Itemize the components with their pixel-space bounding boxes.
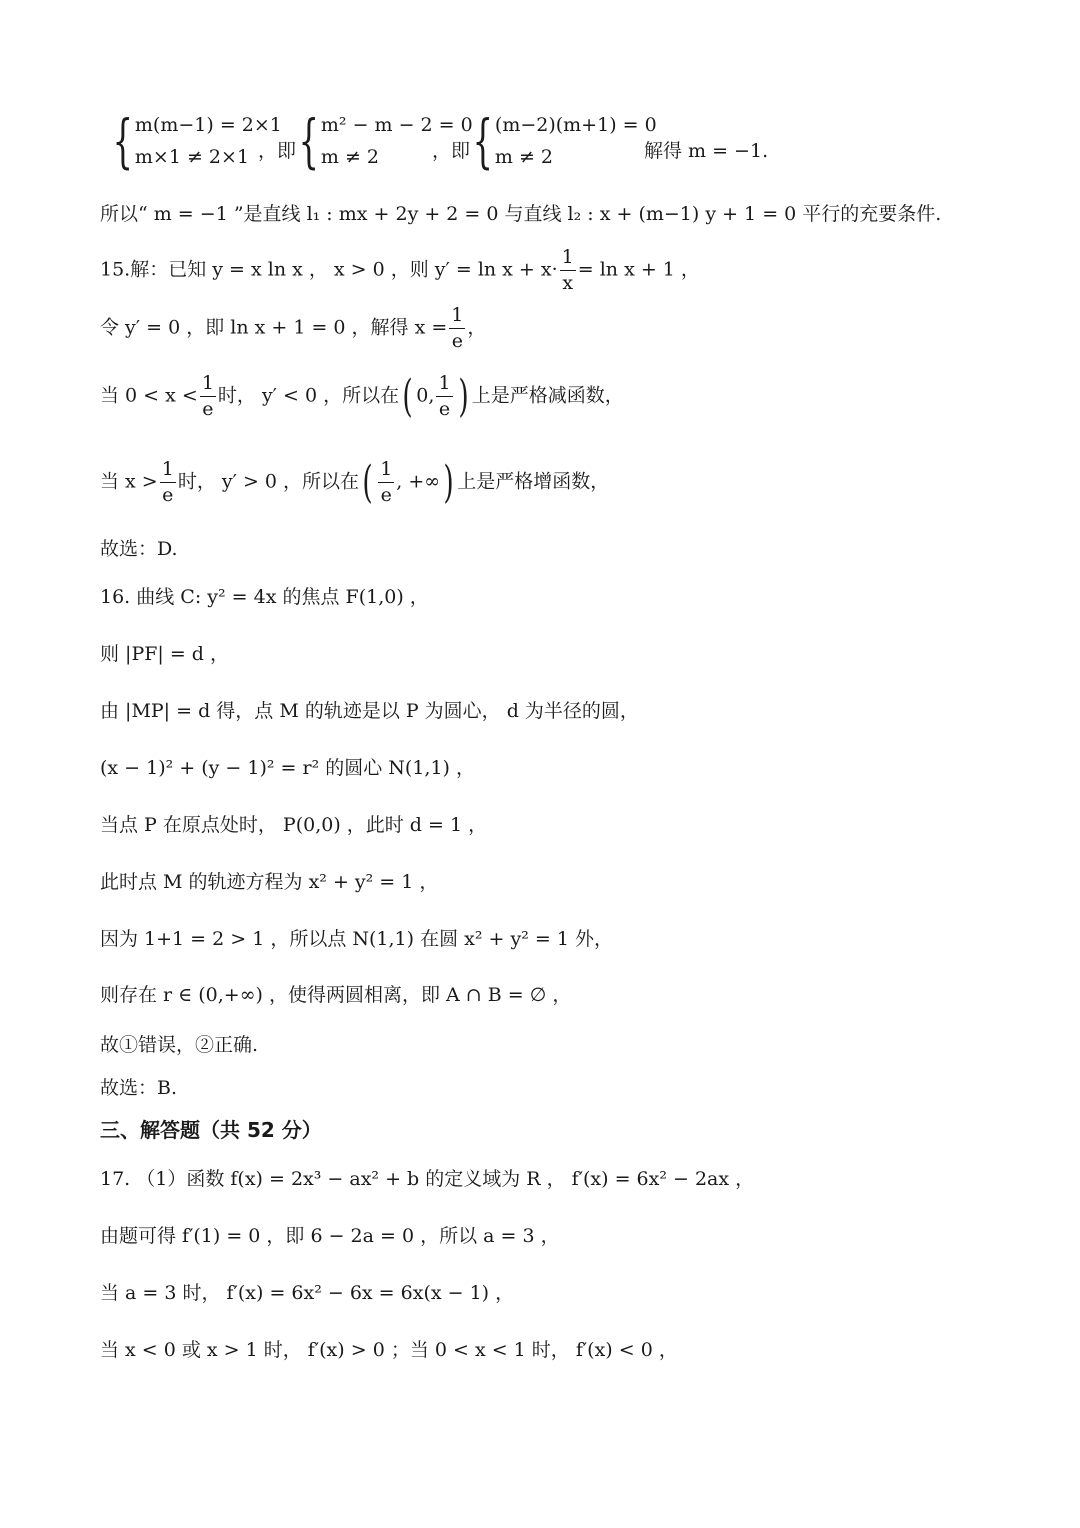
line-17-derivative: 当 a = 3 时， f′(x) = 6x² − 6x = 6x(x − 1) ， <box>100 1282 515 1304</box>
line-16-focus: 16. 曲线 C: y² = 4x 的焦点 F(1,0) ， <box>100 586 429 608</box>
system-1-row-2: m×1 ≠ 2×1 <box>134 146 250 168</box>
fraction: $\frac{1}{x}$ <box>561 246 574 294</box>
line-16-outside: 因为 1+1 = 2 > 1 ，所以点 N(1,1) 在圆 x² + y² = 1 外， <box>100 928 613 950</box>
line-17-sign: 当 x < 0 或 x > 1 时， f′(x) > 0 ；当 0 < x < 1 时， f′(x) < 0 ， <box>100 1339 678 1361</box>
system-1-row-1: m(m−1) = 2×1 <box>134 114 282 136</box>
line-15-critical-point: 令 y′ = 0 ，即 ln x + 1 = 0 ，解得 x = $\frac{1}{e}$ ， <box>100 304 487 352</box>
fraction: $\frac{1}{e}$ <box>161 458 174 506</box>
left-brace: { <box>112 107 133 175</box>
line-17-domain: 17. （1）函数 f(x) = 2x³ − ax² + b 的定义域为 R ， f′(x) = 6x² − 2ax ， <box>100 1168 755 1190</box>
line-16-separate: 则存在 r ∈ (0,+∞) ，使得两圆相离，即 A ∩ B = ∅ ， <box>100 984 572 1006</box>
right-paren: ) <box>457 370 469 422</box>
left-brace: { <box>472 107 493 175</box>
system-3-row-2: m ≠ 2 <box>494 146 554 168</box>
line-17-solve-a: 由题可得 f′(1) = 0 ，即 6 − 2a = 0 ，所以 a = 3 ， <box>100 1225 560 1247</box>
fraction: $\frac{1}{e}$ <box>201 372 214 420</box>
system-2-row-2: m ≠ 2 <box>320 146 380 168</box>
fraction: $\frac{1}{e}$ <box>380 458 393 506</box>
line-16-circle: (x − 1)² + (y − 1)² = r² 的圆心 N(1,1) ， <box>100 757 475 779</box>
line-15-increasing: 当 x > $\frac{1}{e}$ 时， y′ > 0 ，所以在( $\frac{1}{e}$ , +∞) 上是严格增函数， <box>100 456 610 508</box>
fraction: $\frac{1}{e}$ <box>438 372 451 420</box>
line-sufficient-condition: 所以“ m = −1 ”是直线 l₁ : mx + 2y + 2 = 0 与直线 l₂ : x + (m−1) y + 1 = 0 平行的充要条件. <box>100 203 942 225</box>
system-1 <box>96 107 282 175</box>
line-16-locus-equation: 此时点 M 的轨迹方程为 x² + y² = 1 ， <box>100 871 439 893</box>
system-solution: 解得 m = −1. <box>644 140 769 162</box>
system-3 <box>456 107 657 175</box>
left-brace: { <box>298 107 319 175</box>
system-separator-2: ，即 <box>432 140 471 162</box>
system-separator-1: ，即 <box>258 140 297 162</box>
line-16-judgement: 故①错误，②正确. <box>100 1034 259 1056</box>
right-paren: ) <box>443 456 454 508</box>
fraction: $\frac{1}{e}$ <box>451 304 464 352</box>
system-2-row-1: m² − m − 2 = 0 <box>320 114 473 136</box>
line-16-answer: 故选：B. <box>100 1077 178 1099</box>
line-15-derivative: 15.解：已知 y = x ln x ， x > 0 ，则 y′ = ln x + x· $\frac{1}{x}$ = ln x + 1 ， <box>100 246 700 294</box>
left-paren: ( <box>362 456 373 508</box>
system-3-row-1: (m−2)(m+1) = 0 <box>494 114 657 136</box>
line-15-decreasing: 当 0 < x < $\frac{1}{e}$ 时， y′ < 0 ，所以在( 0, $\frac{1}{e}$ ) 上是严格减函数， <box>100 370 624 422</box>
line-15-answer: 故选：D. <box>100 538 178 560</box>
line-16-pf: 则 |PF| = d ， <box>100 643 230 665</box>
section-heading: 三、解答题（共 52 分） <box>100 1118 322 1142</box>
left-paren: ( <box>402 370 413 422</box>
line-16-locus: 由 |MP| = d 得，点 M 的轨迹是以 P 为圆心， d 为半径的圆， <box>100 700 639 722</box>
line-16-origin: 当点 P 在原点处时， P(0,0) ，此时 d = 1 ， <box>100 814 488 836</box>
